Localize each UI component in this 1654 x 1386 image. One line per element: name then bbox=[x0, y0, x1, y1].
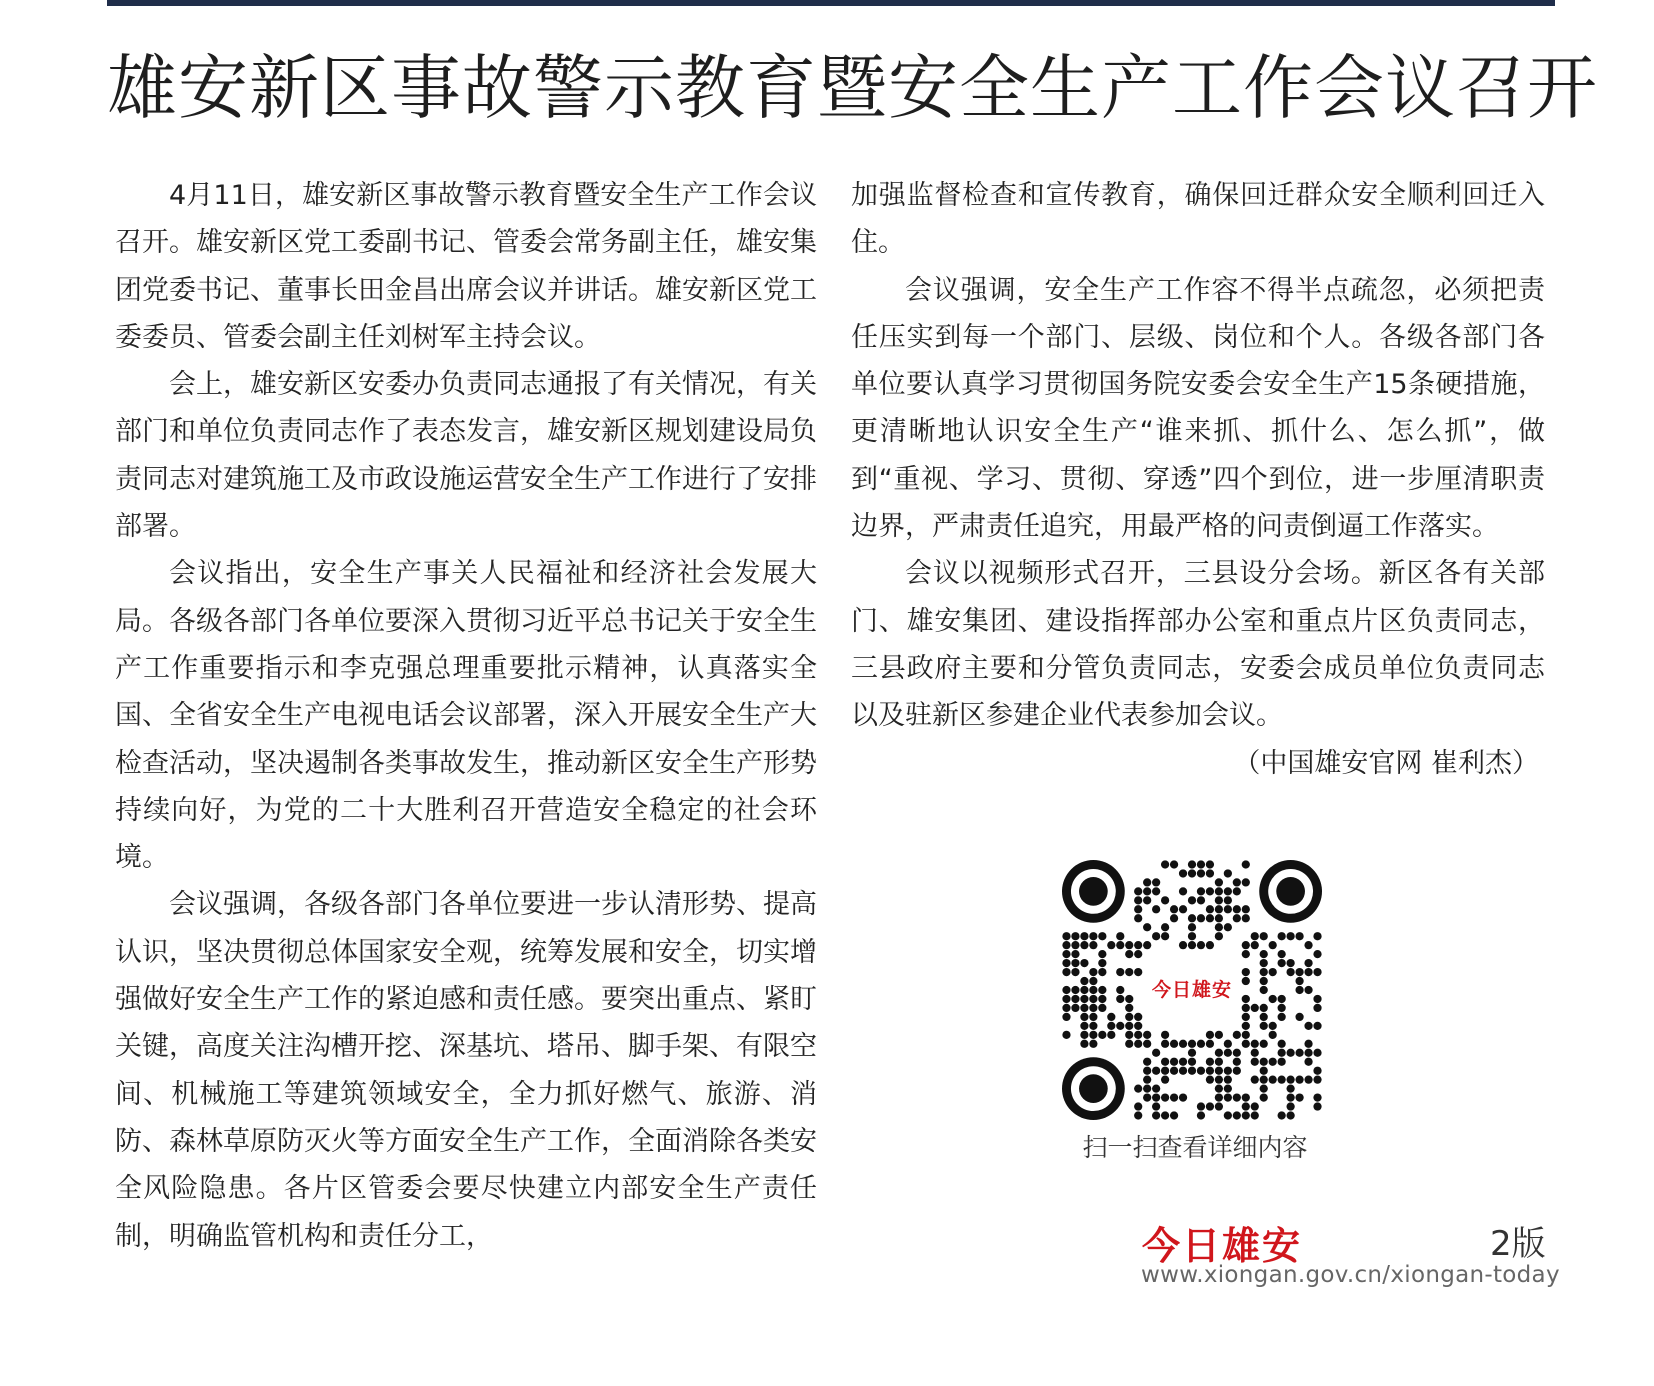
paragraph: 会议强调，安全生产工作容不得半点疏忽，必须把责任压实到每一个部门、层级、岗位和个人。各级各部门各单位要认真学习贯彻国务院安委会安全生产15条硬措施，更清晰地认识安全生产“谁来抓、抓什么、怎么抓”，做到“重视、学习、贯彻、穿透”四个到位，进一步厘清职责边界，严肃责任追究，用最严格的问责倒逼工作落实。 bbox=[851, 274, 1545, 543]
paragraph: 会议强调，各级各部门各单位要进一步认清形势、提高认识，坚决贯彻总体国家安全观，统筹发展和安全，切实增强做好安全生产工作的紧迫感和责任感。要突出重点、紧盯关键，高度关注沟槽开挖、深基坑、塔吊、脚手架、有限空间、机械施工等建筑领域安全，全力抓好燃气、旅游、消防、森林草原防灭火等方面安全生产工作，全面消除各类安全风险隐患。各片区管委会要尽快建立内部安全生产责任制，明确监管机构和责任分工， bbox=[115, 889, 817, 1252]
qr-caption: 扫一扫查看详细内容 bbox=[1082, 1133, 1308, 1162]
page-number: 2版 bbox=[1490, 1224, 1546, 1264]
paragraph: 4月11日，雄安新区事故警示教育暨安全生产工作会议召开。雄安新区党工委副书记、管委会常务副主任，雄安集团党委书记、董事长田金昌出席会议并讲话。雄安新区党工委委员、管委会副主任刘树军主持会议。 bbox=[115, 180, 817, 353]
qr-code[interactable] bbox=[1062, 860, 1322, 1120]
article-right-column bbox=[851, 172, 1545, 787]
paragraph: 会议以视频形式召开，三县设分会场。新区各有关部门、雄安集团、建设指挥部办公室和重点片区负责同志，三县政府主要和分管负责同志，安委会成员单位负责同志以及驻新区参建企业代表参加会议。 bbox=[851, 558, 1545, 732]
paragraph: 会上，雄安新区安委办负责同志通报了有关情况，有关部门和单位负责同志作了表态发言，雄安新区规划建设局负责同志对建筑施工及市政设施运营安全生产工作进行了安排部署。 bbox=[115, 369, 817, 543]
site-url-link[interactable]: www.xiongan.gov.cn/xiongan-today bbox=[1141, 1262, 1560, 1288]
brand-logo: 今日雄安 bbox=[1142, 1223, 1303, 1268]
page-title: 雄安新区事故警示教育暨安全生产工作会议召开 bbox=[107, 47, 1598, 129]
qr-logo: 今日雄安 bbox=[1150, 952, 1234, 1024]
paragraph-continued: 加强监督检查和宣传教育，确保回迁群众安全顺利回迁入住。 bbox=[851, 180, 1545, 259]
paragraph: 会议指出，安全生产事关人民福祉和经济社会发展大局。各级各部门各单位要深入贯彻习近平总书记关于安全生产工作重要指示和李克强总理重要批示精神，认真落实全国、全省安全生产电视电话会议部署，深入开展安全生产大检查活动，坚决遏制各类事故发生，推动新区安全生产形势持续向好，为党的二十大胜利召开营造安全稳定的社会环境。 bbox=[115, 558, 817, 874]
article-left-column bbox=[115, 172, 817, 1260]
top-rule bbox=[107, 0, 1555, 6]
article-byline: （中国雄安官网 崔利杰） bbox=[1233, 747, 1539, 779]
